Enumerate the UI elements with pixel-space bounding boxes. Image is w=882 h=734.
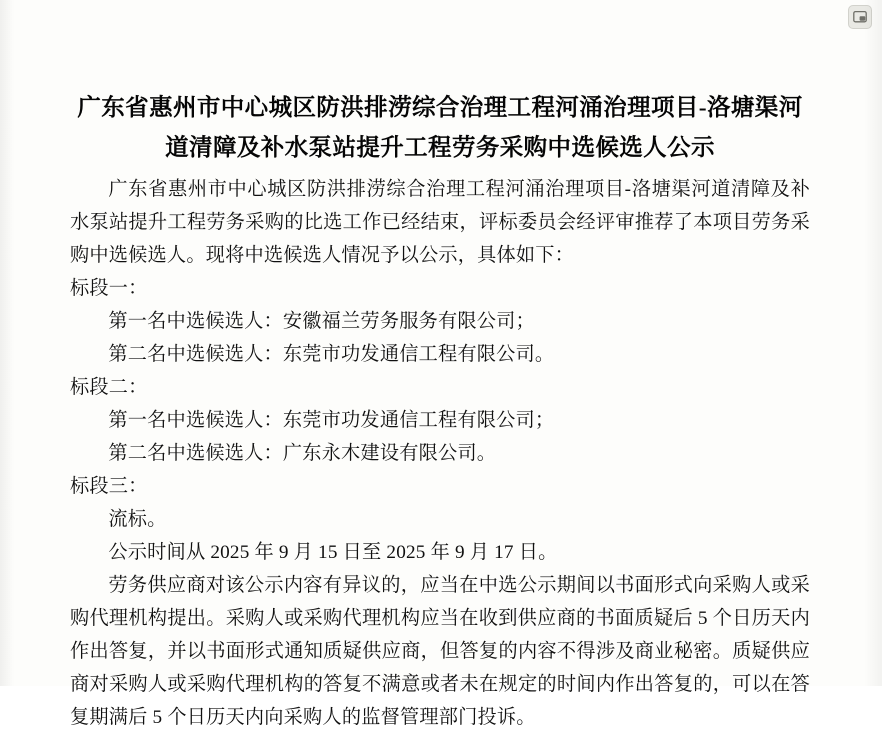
page-title-line-2: 道清障及补水泵站提升工程劳务采购中选候选人公示 xyxy=(165,135,715,162)
section-1-first-candidate: 第一名中选候选人：安徽福兰劳务服务有限公司； xyxy=(108,310,535,332)
picture-in-picture-icon[interactable] xyxy=(848,5,872,29)
section-2-heading: 标段二： xyxy=(70,376,148,398)
paragraph-intro: 广东省惠州市中心城区防洪排涝综合治理工程河涌治理项目-洛塘渠河道清障及补水泵站提升工程劳务采购的比选工作已经结束，评标委员会经评审推荐了本项目劳务采购中选候选人。现将中选候选人情况予以公示，具体如下： xyxy=(70,178,810,266)
section-3-heading: 标段三： xyxy=(70,475,148,497)
viewer-topbar xyxy=(0,0,882,34)
document-content xyxy=(70,88,810,734)
section-3-result: 流标。 xyxy=(108,508,167,530)
page-title-line-1: 广东省惠州市中心城区防洪排涝综合治理工程河涌治理项目-洛塘渠河 xyxy=(77,95,803,121)
section-2-second-candidate: 第二名中选候选人：广东永木建设有限公司。 xyxy=(108,442,497,464)
section-1-heading: 标段一： xyxy=(70,277,148,299)
page-title xyxy=(70,88,810,169)
publicity-period: 公示时间从 2025 年 9 月 15 日至 2025 年 9 月 17 日。 xyxy=(108,541,558,563)
objection-notice: 劳务供应商对该公示内容有异议的，应当在中选公示期间以书面形式向采购人或采购代理机构提出。采购人或采购代理机构应当在收到供应商的书面质疑后 5 个日历天内作出答复，并以书面形式通知质疑供应商，但答复的内容不得涉及商业秘密。质疑供应商对采购人或采购代理机构的答复不满意或者未在规定的时间内作出答复的，可以在答复期满后 5 个日历天内向采购人的监督管理部门投诉。 xyxy=(70,575,810,729)
section-1-second-candidate: 第二名中选候选人：东莞市功发通信工程有限公司。 xyxy=(108,343,555,365)
section-2-first-candidate: 第一名中选候选人：东莞市功发通信工程有限公司； xyxy=(108,409,555,431)
